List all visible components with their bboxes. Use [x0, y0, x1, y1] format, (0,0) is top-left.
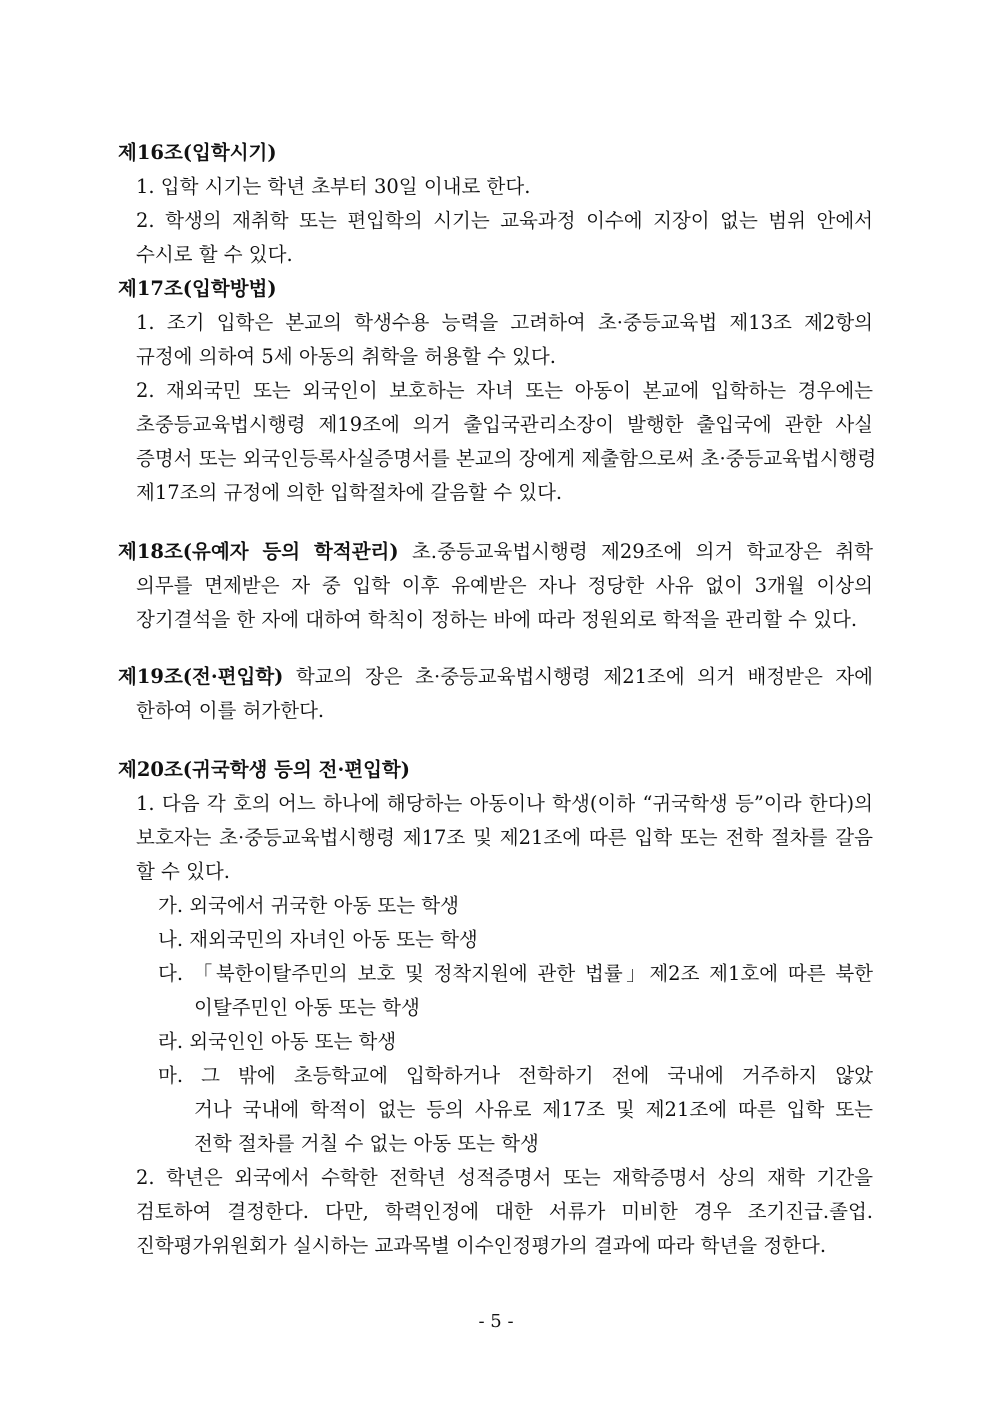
article-17-item-2-cont-2: 증명서 또는 외국인등록사실증명서를 본교의 장에게 제출함으로써 초·중등교육법시행령 [136, 447, 877, 470]
article-20-sub-ma-cont-2: 전학 절차를 거칠 수 없는 아동 또는 학생 [194, 1132, 539, 1155]
article-20-sub-ma: 마. 그 밖에 초등학교에 입학하거나 전학하기 전에 국내에 거주하지 않았 [158, 1064, 873, 1087]
article-20-item-1: 1. 다음 각 호의 어느 하나에 해당하는 아동이나 학생(이하 “귀국학생 등”이라 한다)의 [136, 792, 873, 815]
article-20-heading-line [0, 753, 992, 787]
article-18-line-3: 장기결석을 한 자에 대하여 학칙이 정하는 바에 따라 정원외로 학적을 관리할 수 있다. [136, 608, 858, 631]
article-17-item-2-cont-1: 초중등교육법시행령 제19조에 의거 출입국관리소장이 발행한 출입국에 관한 사실 [136, 413, 873, 436]
article-18-first-line [0, 535, 992, 569]
article-17-item-1: 1. 조기 입학은 본교의 학생수용 능력을 고려하여 초·중등교육법 제13조 제2항의 [136, 311, 873, 334]
article-20-item-1-cont-2: 할 수 있다. [136, 860, 230, 883]
article-20-sub-ma-cont-1: 거나 국내에 학적이 없는 등의 사유로 제17조 및 제21조에 따른 입학 또는 [194, 1098, 873, 1121]
article-20-sub-ra: 라. 외국인인 아동 또는 학생 [158, 1030, 397, 1053]
article-16-item-2: 2. 학생의 재취학 또는 편입학의 시기는 교육과정 이수에 지장이 없는 범위 안에서 [136, 209, 873, 232]
article-18-text: 초.중등교육법시행령 제29조에 의거 학교장은 취학 [398, 540, 873, 563]
article-16-item-2-cont: 수시로 할 수 있다. [136, 243, 293, 266]
article-20-item-1-cont-1: 보호자는 초·중등교육법시행령 제17조 및 제21조에 따른 입학 또는 전학 절차를 갈음 [136, 826, 873, 849]
article-20-item-2-cont-2: 진학평가위원회가 실시하는 교과목별 이수인정평가의 결과에 따라 학년을 정한다. [136, 1234, 827, 1257]
article-17-heading: 제17조(입학방법) [118, 277, 277, 300]
article-20-item-2: 2. 학년은 외국에서 수학한 전학년 성적증명서 또는 재학증명서 상의 재학 기간을 [136, 1166, 873, 1189]
article-17-heading-line [0, 272, 992, 306]
article-16-heading-line [0, 136, 992, 170]
page-number: - 5 - [478, 1311, 514, 1332]
article-19-line-2: 한하여 이를 허가한다. [136, 699, 325, 722]
article-20-heading: 제20조(귀국학생 등의 전·편입학) [118, 758, 410, 781]
article-20-sub-na: 나. 재외국민의 자녀인 아동 또는 학생 [158, 928, 478, 951]
article-18-line-2: 의무를 면제받은 자 중 입학 이후 유예받은 자나 정당한 사유 없이 3개월 이상의 [136, 574, 873, 597]
article-18-heading: 제18조(유예자 등의 학적관리) [118, 540, 399, 563]
article-20-sub-ga: 가. 외국에서 귀국한 아동 또는 학생 [158, 894, 459, 917]
article-20-item-2-cont-1: 검토하여 결정한다. 다만, 학력인정에 대한 서류가 미비한 경우 조기진급.졸업. [136, 1200, 873, 1223]
article-17-item-2: 2. 재외국민 또는 외국인이 보호하는 자녀 또는 아동이 본교에 입학하는 경우에는 [136, 379, 873, 402]
article-17-item-1-cont: 규정에 의하여 5세 아동의 취학을 허용할 수 있다. [136, 345, 556, 368]
article-20-sub-da-cont: 이탈주민인 아동 또는 학생 [194, 996, 420, 1019]
article-19-first-line [0, 660, 992, 694]
article-20-sub-da: 다. 「북한이탈주민의 보호 및 정착지원에 관한 법률」제2조 제1호에 따른 북한 [158, 962, 873, 985]
article-19-text: 학교의 장은 초·중등교육법시행령 제21조에 의거 배정받은 자에 [283, 665, 873, 688]
article-16-heading: 제16조(입학시기) [118, 141, 277, 164]
article-16-item-1: 1. 입학 시기는 학년 초부터 30일 이내로 한다. [136, 175, 531, 198]
article-17-item-2-cont-3: 제17조의 규정에 의한 입학절차에 갈음할 수 있다. [136, 481, 563, 504]
article-19-heading: 제19조(전·편입학) [118, 665, 284, 688]
